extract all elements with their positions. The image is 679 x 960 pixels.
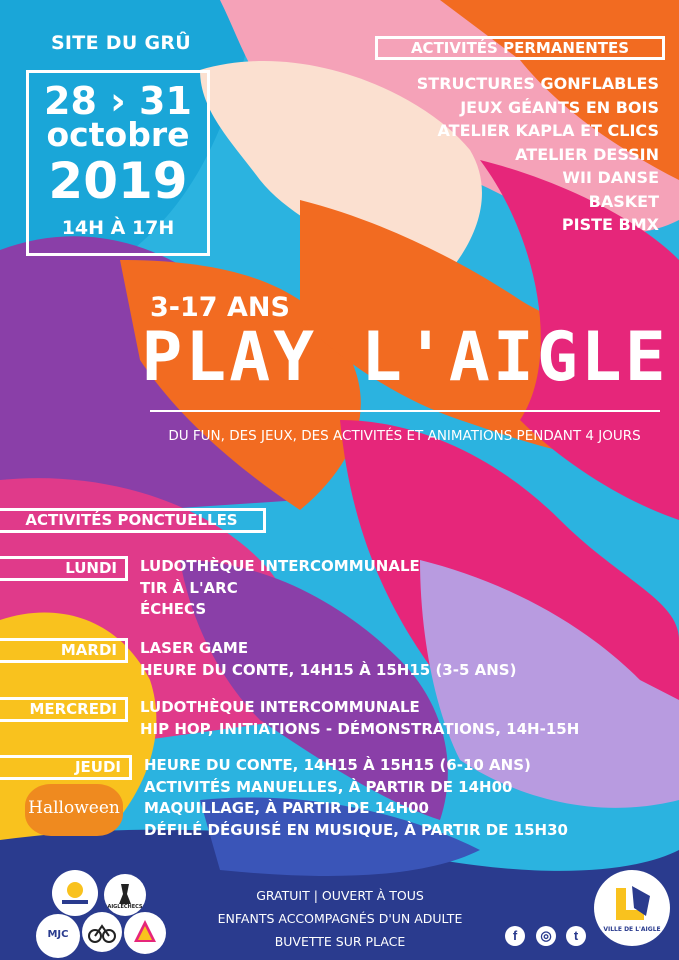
day-label-mardi: MARDI	[0, 638, 128, 663]
activity-item: ACTIVITÉS MANUELLES, À PARTIR DE 14H00	[144, 777, 513, 796]
title-divider	[150, 410, 660, 412]
permanent-activity-item: ATELIER DESSIN	[515, 144, 659, 164]
activity-item: HEURE DU CONTE, 14H15 À 15H15 (6-10 ANS)	[144, 756, 531, 774]
day-label-mercredi: MERCREDI	[0, 697, 128, 722]
punctual-activities-title: ACTIVITÉS PONCTUELLES	[0, 508, 266, 533]
opening-hours: 14H À 17H	[61, 217, 175, 239]
ville-de-laigle-logo	[594, 870, 670, 946]
permanent-activities-list	[417, 72, 659, 237]
twitter-icon[interactable]: t	[566, 926, 586, 946]
permanent-activity-item: WII DANSE	[562, 168, 659, 187]
activity-item: MAQUILLAGE, À PARTIR DE 14H00	[144, 799, 429, 817]
activity-item: LUDOTHÈQUE INTERCOMMUNALE	[140, 698, 420, 716]
ville-logo-mark	[594, 870, 670, 946]
activity-list-lundi	[140, 556, 420, 621]
ville-logo-text: VILLE DE L'AIGLE	[603, 926, 661, 933]
activity-item: HEURE DU CONTE, 14H15 À 15H15 (3-5 ANS)	[140, 660, 517, 679]
age-range: 3-17 ANS	[150, 292, 290, 323]
permanent-activity-item: PISTE BMX	[561, 215, 659, 234]
activity-item: DÉFILÉ DÉGUISÉ EN MUSIQUE, À PARTIR DE 15H30	[144, 820, 568, 839]
activity-list-jeudi	[144, 755, 568, 841]
activity-item: ÉCHECS	[140, 600, 207, 618]
event-subtitle: DU FUN, DES JEUX, DES ACTIVITÉS ET ANIMATIONS PENDANT 4 JOURS	[168, 428, 641, 444]
site-label: SITE DU GRÛ	[50, 32, 192, 54]
footer-info	[180, 884, 500, 953]
partner-logo-sport	[124, 912, 166, 954]
instagram-icon[interactable]: ◎	[536, 926, 556, 946]
permanent-activity-item: JEUX GÉANTS EN BOIS	[460, 97, 659, 117]
date-month: octobre	[46, 115, 190, 154]
activity-item: TIR À L'ARC	[140, 578, 238, 597]
partner-logo-mjc	[36, 914, 80, 958]
event-title: PLAY L'AIGLE	[141, 318, 669, 397]
activity-list-mercredi	[140, 697, 579, 740]
partner-logo-adventure	[52, 870, 98, 916]
partner-logo-cycling	[82, 912, 122, 952]
permanent-activity-item: ATELIER KAPLA ET CLICS	[437, 121, 659, 140]
day-label-jeudi: JEUDI	[0, 755, 132, 780]
permanent-activity-item: STRUCTURES GONFLABLES	[416, 74, 659, 93]
facebook-icon[interactable]: f	[505, 926, 525, 946]
partner-logo-mjc-text: MJC	[47, 929, 69, 940]
partner-logo-aiglechecs-text: AIGLÉCHECS	[107, 904, 143, 910]
date-year: 2019	[48, 152, 188, 210]
halloween-badge: Halloween	[25, 784, 123, 836]
date-range: 28 › 31	[44, 79, 192, 123]
date-box	[26, 70, 210, 256]
activity-item: HIP HOP, INITIATIONS - DÉMONSTRATIONS, 14H-15H	[140, 719, 580, 738]
permanent-activity-item: BASKET	[588, 191, 659, 211]
day-label-lundi: LUNDI	[0, 556, 128, 581]
footer-line: BUVETTE SUR PLACE	[274, 934, 406, 949]
permanent-activities-title: ACTIVITÉS PERMANENTES	[375, 36, 665, 60]
activity-list-mardi	[140, 638, 516, 681]
activity-item: LUDOTHÈQUE INTERCOMMUNALE	[140, 557, 420, 575]
partner-logo-aiglechecs	[104, 874, 146, 916]
footer-line: GRATUIT | OUVERT À TOUS	[256, 888, 424, 903]
footer-line: ENFANTS ACCOMPAGNÉS D'UN ADULTE	[217, 911, 463, 926]
activity-item: LASER GAME	[140, 639, 249, 657]
